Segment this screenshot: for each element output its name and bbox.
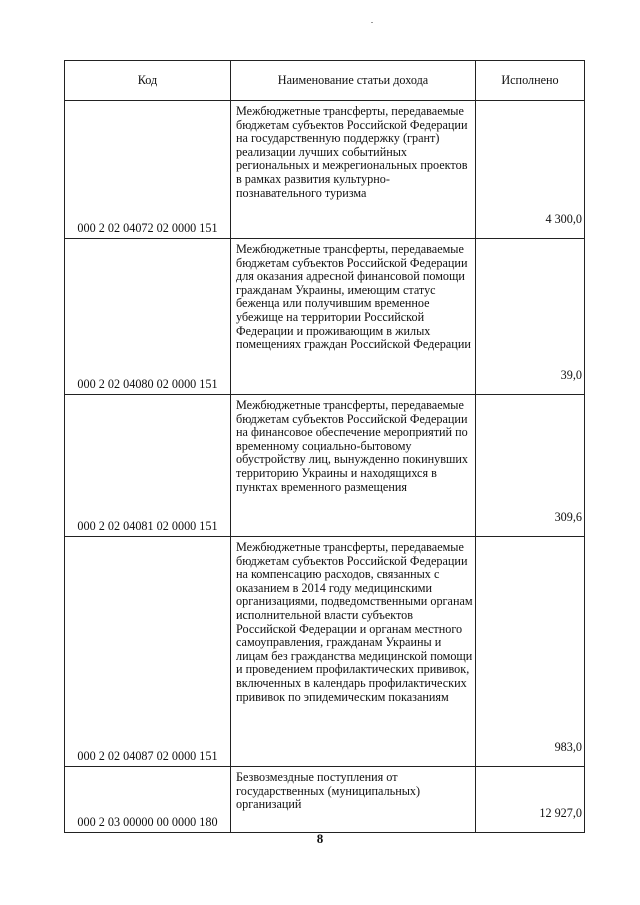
row-amount: 309,6 <box>476 395 585 537</box>
table-row <box>65 395 585 537</box>
row-amount: 983,0 <box>476 537 585 767</box>
table-header-row <box>65 61 585 101</box>
row-name: Межбюджетные трансферты, передаваемые бюджетам субъектов Российской Федерации на финансовое обеспечение мероприятий по временному социально-бытовому обустройству лиц, вынужденно покинувших территорию Украины и находящихся в пунктах временного размещения <box>231 395 476 537</box>
row-code: 000 2 02 04080 02 0000 151 <box>65 239 231 395</box>
header-code: Код <box>65 61 231 101</box>
row-amount: 4 300,0 <box>476 101 585 239</box>
row-code: 000 2 02 04087 02 0000 151 <box>65 537 231 767</box>
row-amount: 39,0 <box>476 239 585 395</box>
row-code: 000 2 02 04072 02 0000 151 <box>65 101 231 239</box>
row-name: Межбюджетные трансферты, передаваемые бюджетам субъектов Российской Федерации на компенсацию расходов, связанных с оказанием в 2014 году медицинскими организациями, подведомственными органам исполнительной власти субъектов Российской Федерации и органам местного самоуправления, гражданам Украины и лицам без гражданства медицинской помощи и проведением профилактических прививок, включенных в календарь профилактических прививок по эпидемическим показаниям <box>231 537 476 767</box>
scan-speck <box>371 22 373 23</box>
table-row <box>65 101 585 239</box>
page-number: 8 <box>316 831 324 846</box>
revenue-table <box>64 60 585 833</box>
header-name: Наименование статьи дохода <box>231 61 476 101</box>
row-name: Межбюджетные трансферты, передаваемые бюджетам субъектов Российской Федерации для оказания адресной финансовой помощи гражданам Украины, имеющим статус беженца или получившим временное убежище на территории Российской Федерации и проживающим в жилых помещениях граждан Российской Федерации <box>231 239 476 395</box>
table-row <box>65 239 585 395</box>
row-name: Межбюджетные трансферты, передаваемые бюджетам субъектов Российской Федерации на государственную поддержку (грант) реализации лучших событийных региональных и межрегиональных проектов в рамках развития культурно-познавательного туризма <box>231 101 476 239</box>
row-code: 000 2 02 04081 02 0000 151 <box>65 395 231 537</box>
row-amount: 12 927,0 <box>476 767 585 833</box>
row-name: Безвозмездные поступления от государственных (муниципальных) организаций <box>231 767 476 833</box>
table-row <box>65 537 585 767</box>
row-code: 000 2 03 00000 00 0000 180 <box>65 767 231 833</box>
table-row <box>65 767 585 833</box>
header-executed: Исполнено <box>476 61 585 101</box>
